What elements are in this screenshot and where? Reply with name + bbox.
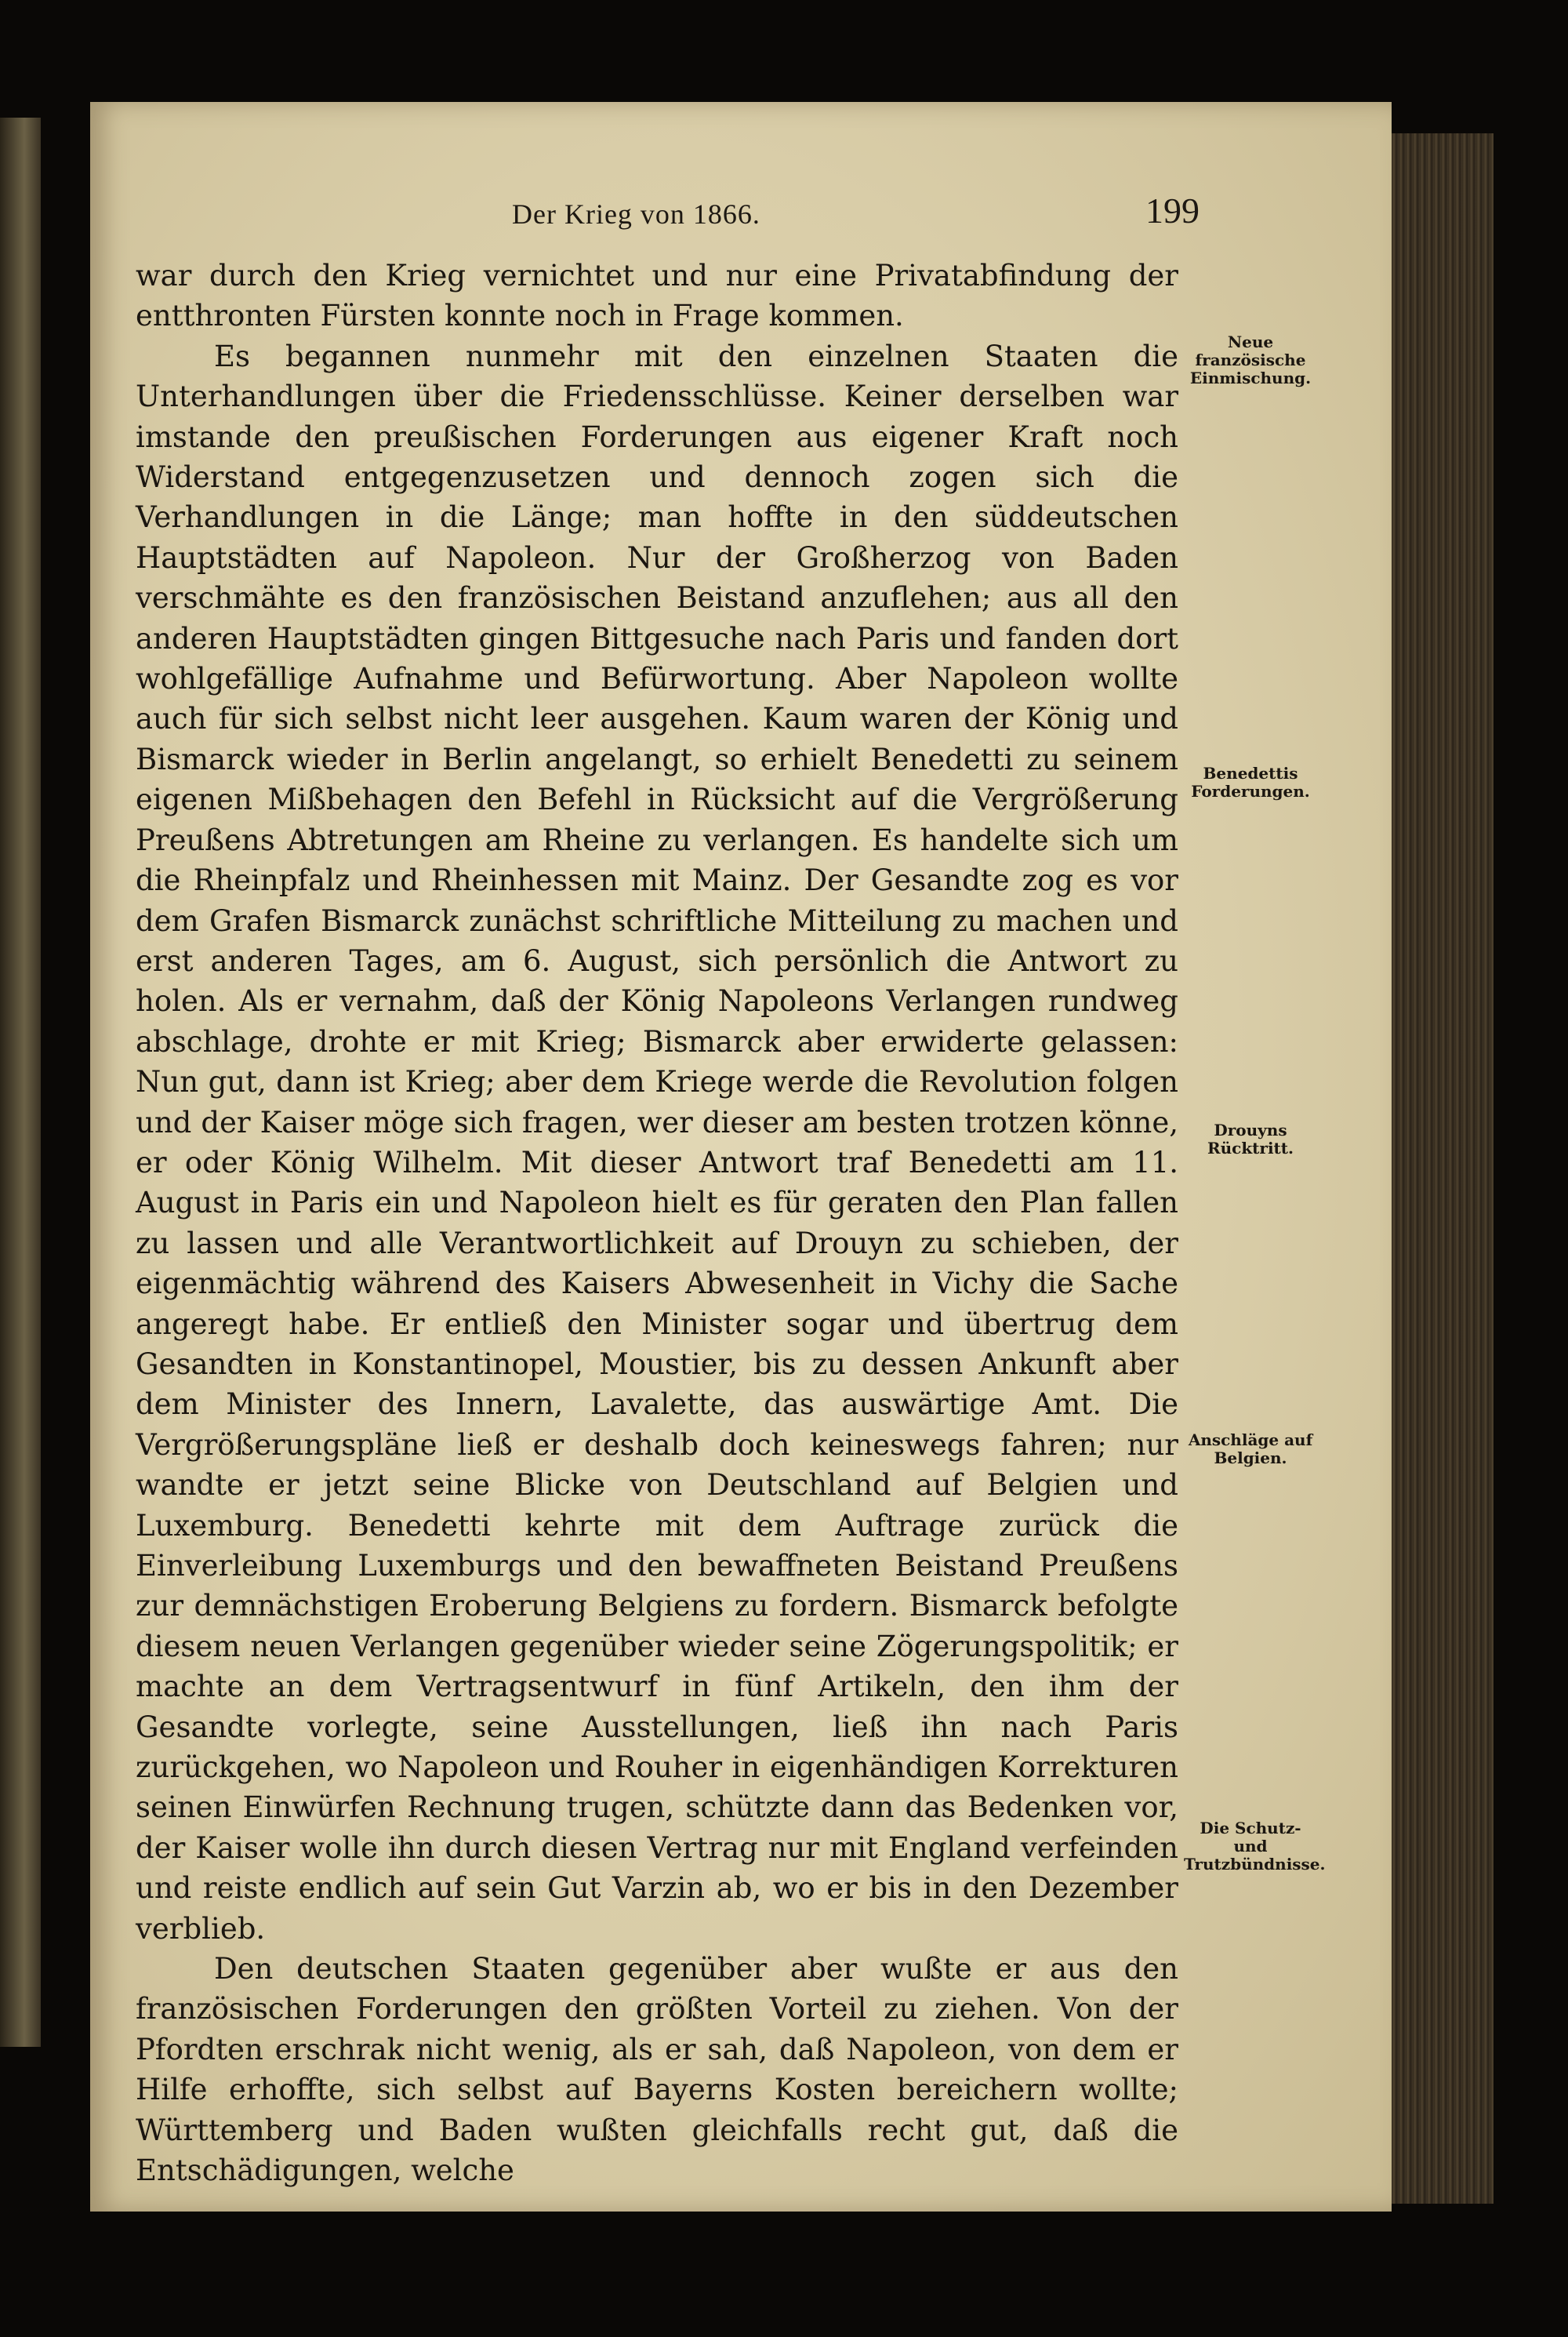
paragraph: war durch den Krieg vernichtet und nur eine Privatabfindung der entthronten Fürsten konnte noch in Frage kommen.: [136, 259, 1178, 333]
margin-note: Anschläge auf Belgien.: [1188, 1430, 1313, 1467]
facing-page-edge: [0, 118, 41, 2047]
page-number: 199: [1145, 191, 1200, 231]
page-edges: [1392, 133, 1494, 2204]
margin-note: Neue französische Einmischung.: [1189, 333, 1312, 387]
running-title: Der Krieg von 1866.: [512, 198, 760, 230]
margin-note: Benedettis Forderungen.: [1191, 764, 1310, 801]
margin-note: Drouyns Rücktritt.: [1207, 1121, 1294, 1158]
body-text: [136, 256, 1178, 2191]
paragraph: Es begannen nunmehr mit den einzelnen Staaten die Unterhandlungen über die Friedensschlüsse. Keiner derselben war imstande den preußischen Forderungen aus eigener Kraft noch Widerstand entgegenzusetzen und dennoch zogen sich die Verhandlungen in die Länge; man hoffte in den süddeutschen Hauptstädten auf Napoleon. Nur der Großherzog von Baden verschmähte es den französischen Beistand anzuflehen; aus all den anderen Hauptstädten gingen Bittgesuche nach Paris und fanden dort wohlgefällige Aufnahme und Befürwortung. Aber Napoleon wollte auch für sich selbst nicht leer ausgehen. Kaum waren der König und Bismarck wieder in Berlin angelangt, so erhielt Benedetti zu seinem eigenen Mißbehagen den Befehl in Rücksicht auf die Vergrößerung Preußens Abtretungen am Rheine zu verlangen. Es handelte sich um die Rheinpfalz und Rheinhessen mit Mainz. Der Gesandte zog es vor dem Grafen Bismarck zunächst schriftliche Mitteilung zu machen und erst anderen Tages, am 6. August, sich persönlich die Antwort zu holen. Als er vernahm, daß der König Napoleons Verlangen rundweg abschlage, drohte er mit Krieg; Bismarck aber erwiderte gelassen: Nun gut, dann ist Krieg; aber dem Kriege werde die Revolution folgen und der Kaiser möge sich fragen, wer dieser am besten trotzen könne, er oder König Wilhelm. Mit dieser Antwort traf Benedetti am 11. August in Paris ein und Napoleon hielt es für geraten den Plan fallen zu lassen und alle Verantwortlichkeit auf Drouyn zu schieben, der eigenmächtig während des Kaisers Abwesenheit in Vichy die Sache angeregt habe. Er entließ den Minister sogar und übertrug dem Gesandten in Konstantinopel, Moustier, bis zu dessen Ankunft aber dem Minister des Innern, Lavalette, das auswärtige Amt. Die Vergrößerungspläne ließ er deshalb doch keineswegs fahren; nur wandte er jetzt seine Blicke von Deutschland auf Belgien und Luxemburg. Benedetti kehrte mit dem Auftrage zurück die Einverleibung Luxemburgs und den bewaffneten Beistand Preußens zur demnächstigen Eroberung Belgiens zu fordern. Bismarck befolgte diesem neuen Verlangen gegenüber wieder seine Zögerungspolitik; er machte an dem Vertragsentwurf in fünf Artikeln, den ihm der Gesandte vorlegte, seine Ausstellungen, ließ ihn nach Paris zurückgehen, wo Napoleon und Rouher in eigenhändigen Korrekturen seinen Einwürfen Rechnung trugen, schützte dann das Bedenken vor, der Kaiser wolle ihn durch diesen Vertrag nur mit England verfeinden und reiste endlich auf sein Gut Varzin ab, wo er bis in den Dezember verblieb.: [136, 339, 1178, 1946]
paragraph: Den deutschen Staaten gegenüber aber wußte er aus den französischen Forderungen den größten Vorteil zu ziehen. Von der Pfordten erschrak nicht wenig, als er sah, daß Napoleon, von dem er Hilfe erhoffte, sich selbst auf Bayerns Kosten bereichern wollte; Württemberg und Baden wußten gleichfalls recht gut, daß die Entschädigungen, welche: [136, 1952, 1178, 2188]
page-header: [136, 187, 1200, 242]
margin-note: Die Schutz- und Trutzbündnisse.: [1184, 1819, 1326, 1874]
